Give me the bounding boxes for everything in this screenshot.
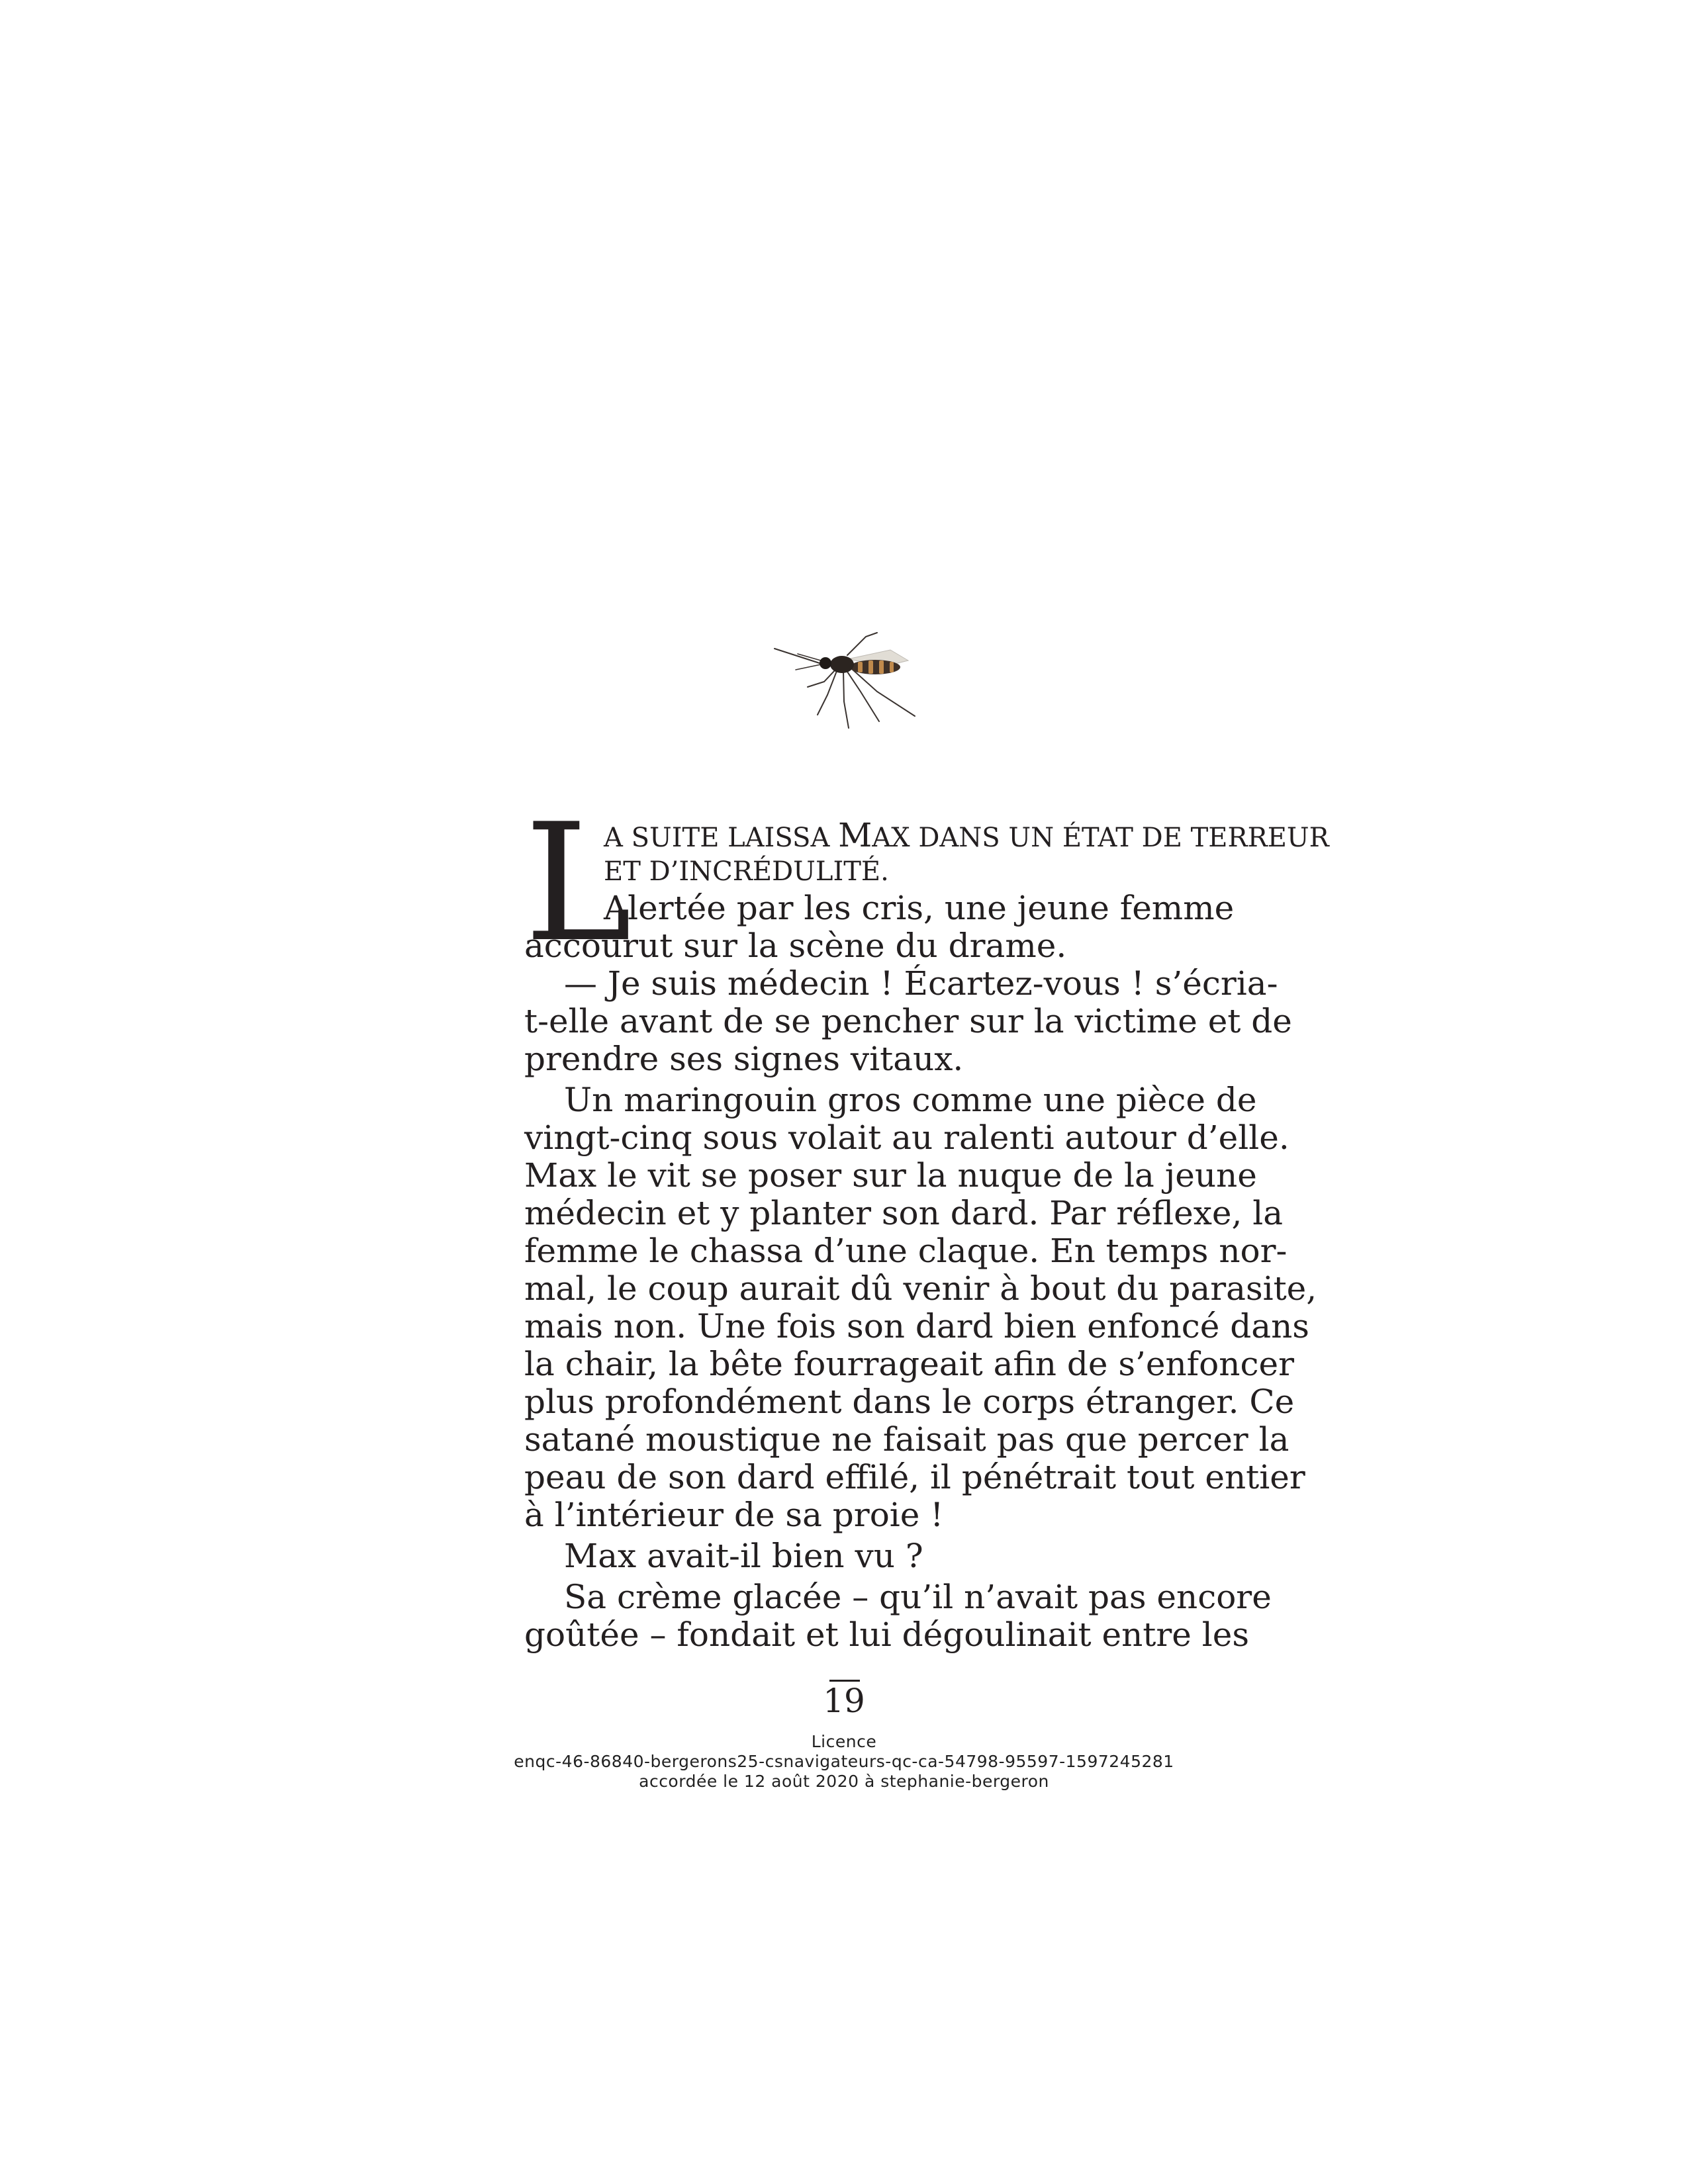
opening-line-2 — [604, 852, 1176, 891]
text-line: mal, le coup aurait dû venir à bout du parasite, — [524, 1269, 1317, 1308]
opening-small-caps: A SUITE LAISSA — [604, 823, 839, 853]
text-line: médecin et y planter son dard. Par réflexe, la — [524, 1194, 1284, 1232]
drop-cap: L — [524, 789, 632, 978]
text-line: plus profondément dans le corps étranger. Ce — [524, 1383, 1295, 1421]
text-line: femme le chassa d’une claque. En temps nor- — [524, 1232, 1288, 1270]
opening-small-caps-2: ET D’INCRÉDULITÉ. — [604, 856, 889, 887]
text-line: Max le vit se poser sur la nuque de la jeune — [524, 1156, 1257, 1195]
text-line: Sa crème glacée – qu’il n’avait pas encore — [564, 1578, 1272, 1616]
page-number: 19 — [823, 1682, 865, 1720]
license-code: enqc-46-86840-bergerons25-csnavigateurs-qc-ca-54798-95597-1597245281 — [514, 1752, 1174, 1771]
text-line: vingt-cinq sous volait au ralenti autour d’elle. — [524, 1118, 1289, 1157]
text-line: — Je suis médecin ! Écartez-vous ! s’écria- — [564, 964, 1278, 1003]
text-line: Max avait-il bien vu ? — [564, 1537, 923, 1575]
license-grant: accordée le 12 août 2020 à stephanie-bergeron — [639, 1772, 1049, 1791]
text-line: t-elle avant de se pencher sur la victime et de — [524, 1002, 1292, 1040]
text-line: mais non. Une fois son dard bien enfoncé dans — [524, 1307, 1309, 1345]
text-line: satané moustique ne faisait pas que percer la — [524, 1420, 1289, 1459]
license-label: Licence — [811, 1732, 877, 1751]
opening-small-caps-rest: AX DANS UN ÉTAT DE TERREUR — [872, 823, 1329, 853]
text-line: Un maringouin gros comme une pièce de — [564, 1081, 1257, 1119]
text-line: accourut sur la scène du drame. — [524, 927, 1067, 965]
text-line: peau de son dard effilé, il pénétrait tout entier — [524, 1458, 1305, 1496]
opening-line-1 — [604, 815, 1329, 855]
text-line: Alertée par les cris, une jeune femme — [604, 889, 1235, 927]
mosquito-icon — [761, 629, 940, 735]
opening-name-initial: M — [838, 816, 872, 854]
text-line: à l’intérieur de sa proie ! — [524, 1496, 944, 1534]
text-line: la chair, la bête fourrageait afin de s’enfoncer — [524, 1345, 1294, 1383]
text-line: goûtée – fondait et lui dégoulinait entre les — [524, 1615, 1250, 1654]
text-line: prendre ses signes vitaux. — [524, 1040, 964, 1078]
